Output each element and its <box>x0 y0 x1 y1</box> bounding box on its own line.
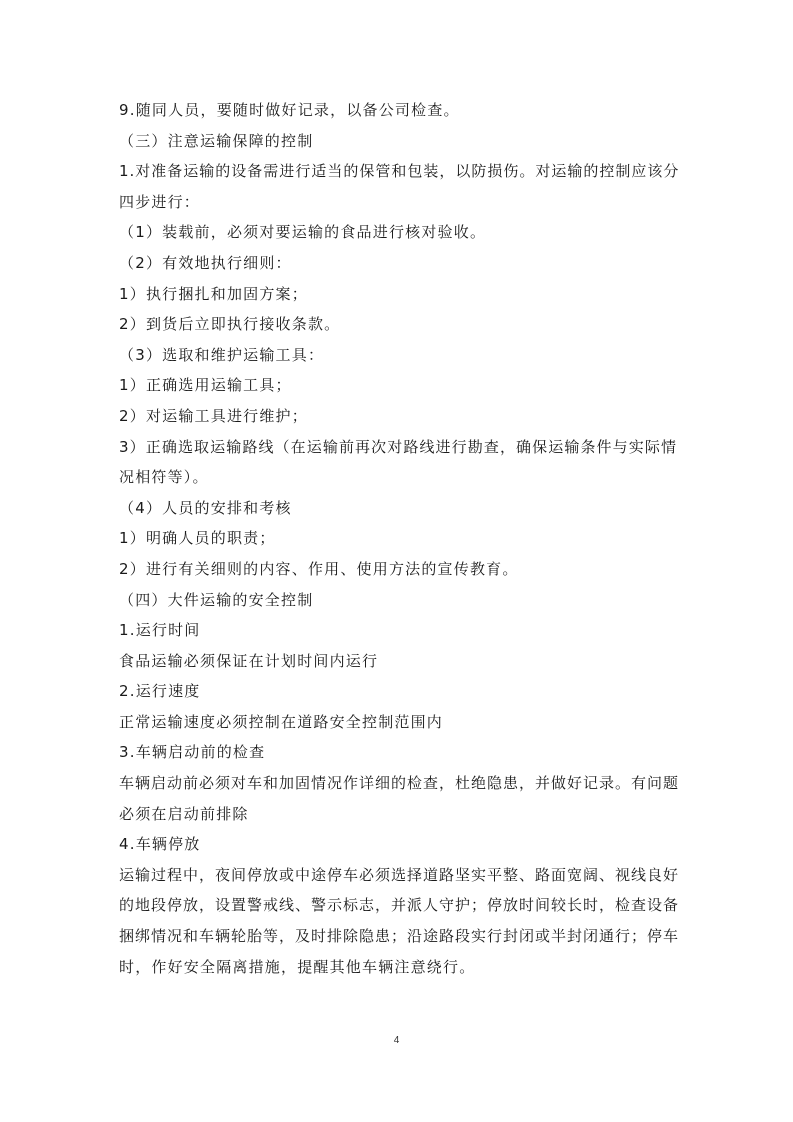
text-line: 3）正确选取运输路线（在运输前再次对路线进行勘查，确保运输条件与实际情 <box>119 437 678 456</box>
text-line: （2）有效地执行细则： <box>119 253 292 272</box>
text-line: 1）正确选用运输工具； <box>119 376 292 395</box>
text-line: 必须在启动前排除 <box>119 804 249 823</box>
text-line: 况相符等）。 <box>119 468 209 487</box>
text-line: （四）大件运输的安全控制 <box>119 590 314 609</box>
text-line: 时，作好安全隔离措施，提醒其他车辆注意绕行。 <box>119 957 476 976</box>
text-line: （1）装载前，必须对要运输的食品进行核对验收。 <box>119 223 487 242</box>
text-line: 2.运行速度 <box>119 682 201 701</box>
text-line: 2）到货后立即执行接收条款。 <box>119 315 341 334</box>
page-body <box>119 95 679 982</box>
text-line: 2）进行有关细则的内容、作用、使用方法的宣传教育。 <box>119 559 519 578</box>
text-line: 正常运输速度必须控制在道路安全控制范围内 <box>119 712 444 731</box>
text-line: 1.对准备运输的设备需进行适当的保管和包装，以防损伤。对运输的控制应该分 <box>119 162 680 181</box>
text-line: （3）选取和维护运输工具： <box>119 345 325 364</box>
text-line: 1）执行捆扎和加固方案； <box>119 284 308 303</box>
text-line: 1）明确人员的职责； <box>119 529 276 548</box>
text-line: 四步进行： <box>119 192 201 211</box>
text-line: 4.车辆停放 <box>119 835 201 854</box>
text-line: 1.运行时间 <box>119 621 201 640</box>
text-line: 食品运输必须保证在计划时间内运行 <box>119 651 379 670</box>
text-line: 2）对运输工具进行维护； <box>119 406 308 425</box>
text-line: 捆绑情况和车辆轮胎等，及时排除隐患；沿途路段实行封闭或半封闭通行；停车 <box>119 927 680 946</box>
text-line: 9.随同人员，要随时做好记录，以备公司检查。 <box>119 101 460 119</box>
text-line: 车辆启动前必须对车和加固情况作详细的检查，杜绝隐患，并做好记录。有问题 <box>119 774 680 793</box>
text-line: 运输过程中，夜间停放或中途停车必须选择道路坚实平整、路面宽阔、视线良好 <box>119 865 680 884</box>
text-line: （4）人员的安排和考核 <box>119 498 292 517</box>
text-line: 3.车辆启动前的检查 <box>119 743 266 762</box>
page-number: 4 <box>393 1035 400 1046</box>
text-line: 的地段停放，设置警戒线、警示标志，并派人守护；停放时间较长时，检查设备 <box>119 896 680 915</box>
text-line: （三）注意运输保障的控制 <box>119 131 314 150</box>
